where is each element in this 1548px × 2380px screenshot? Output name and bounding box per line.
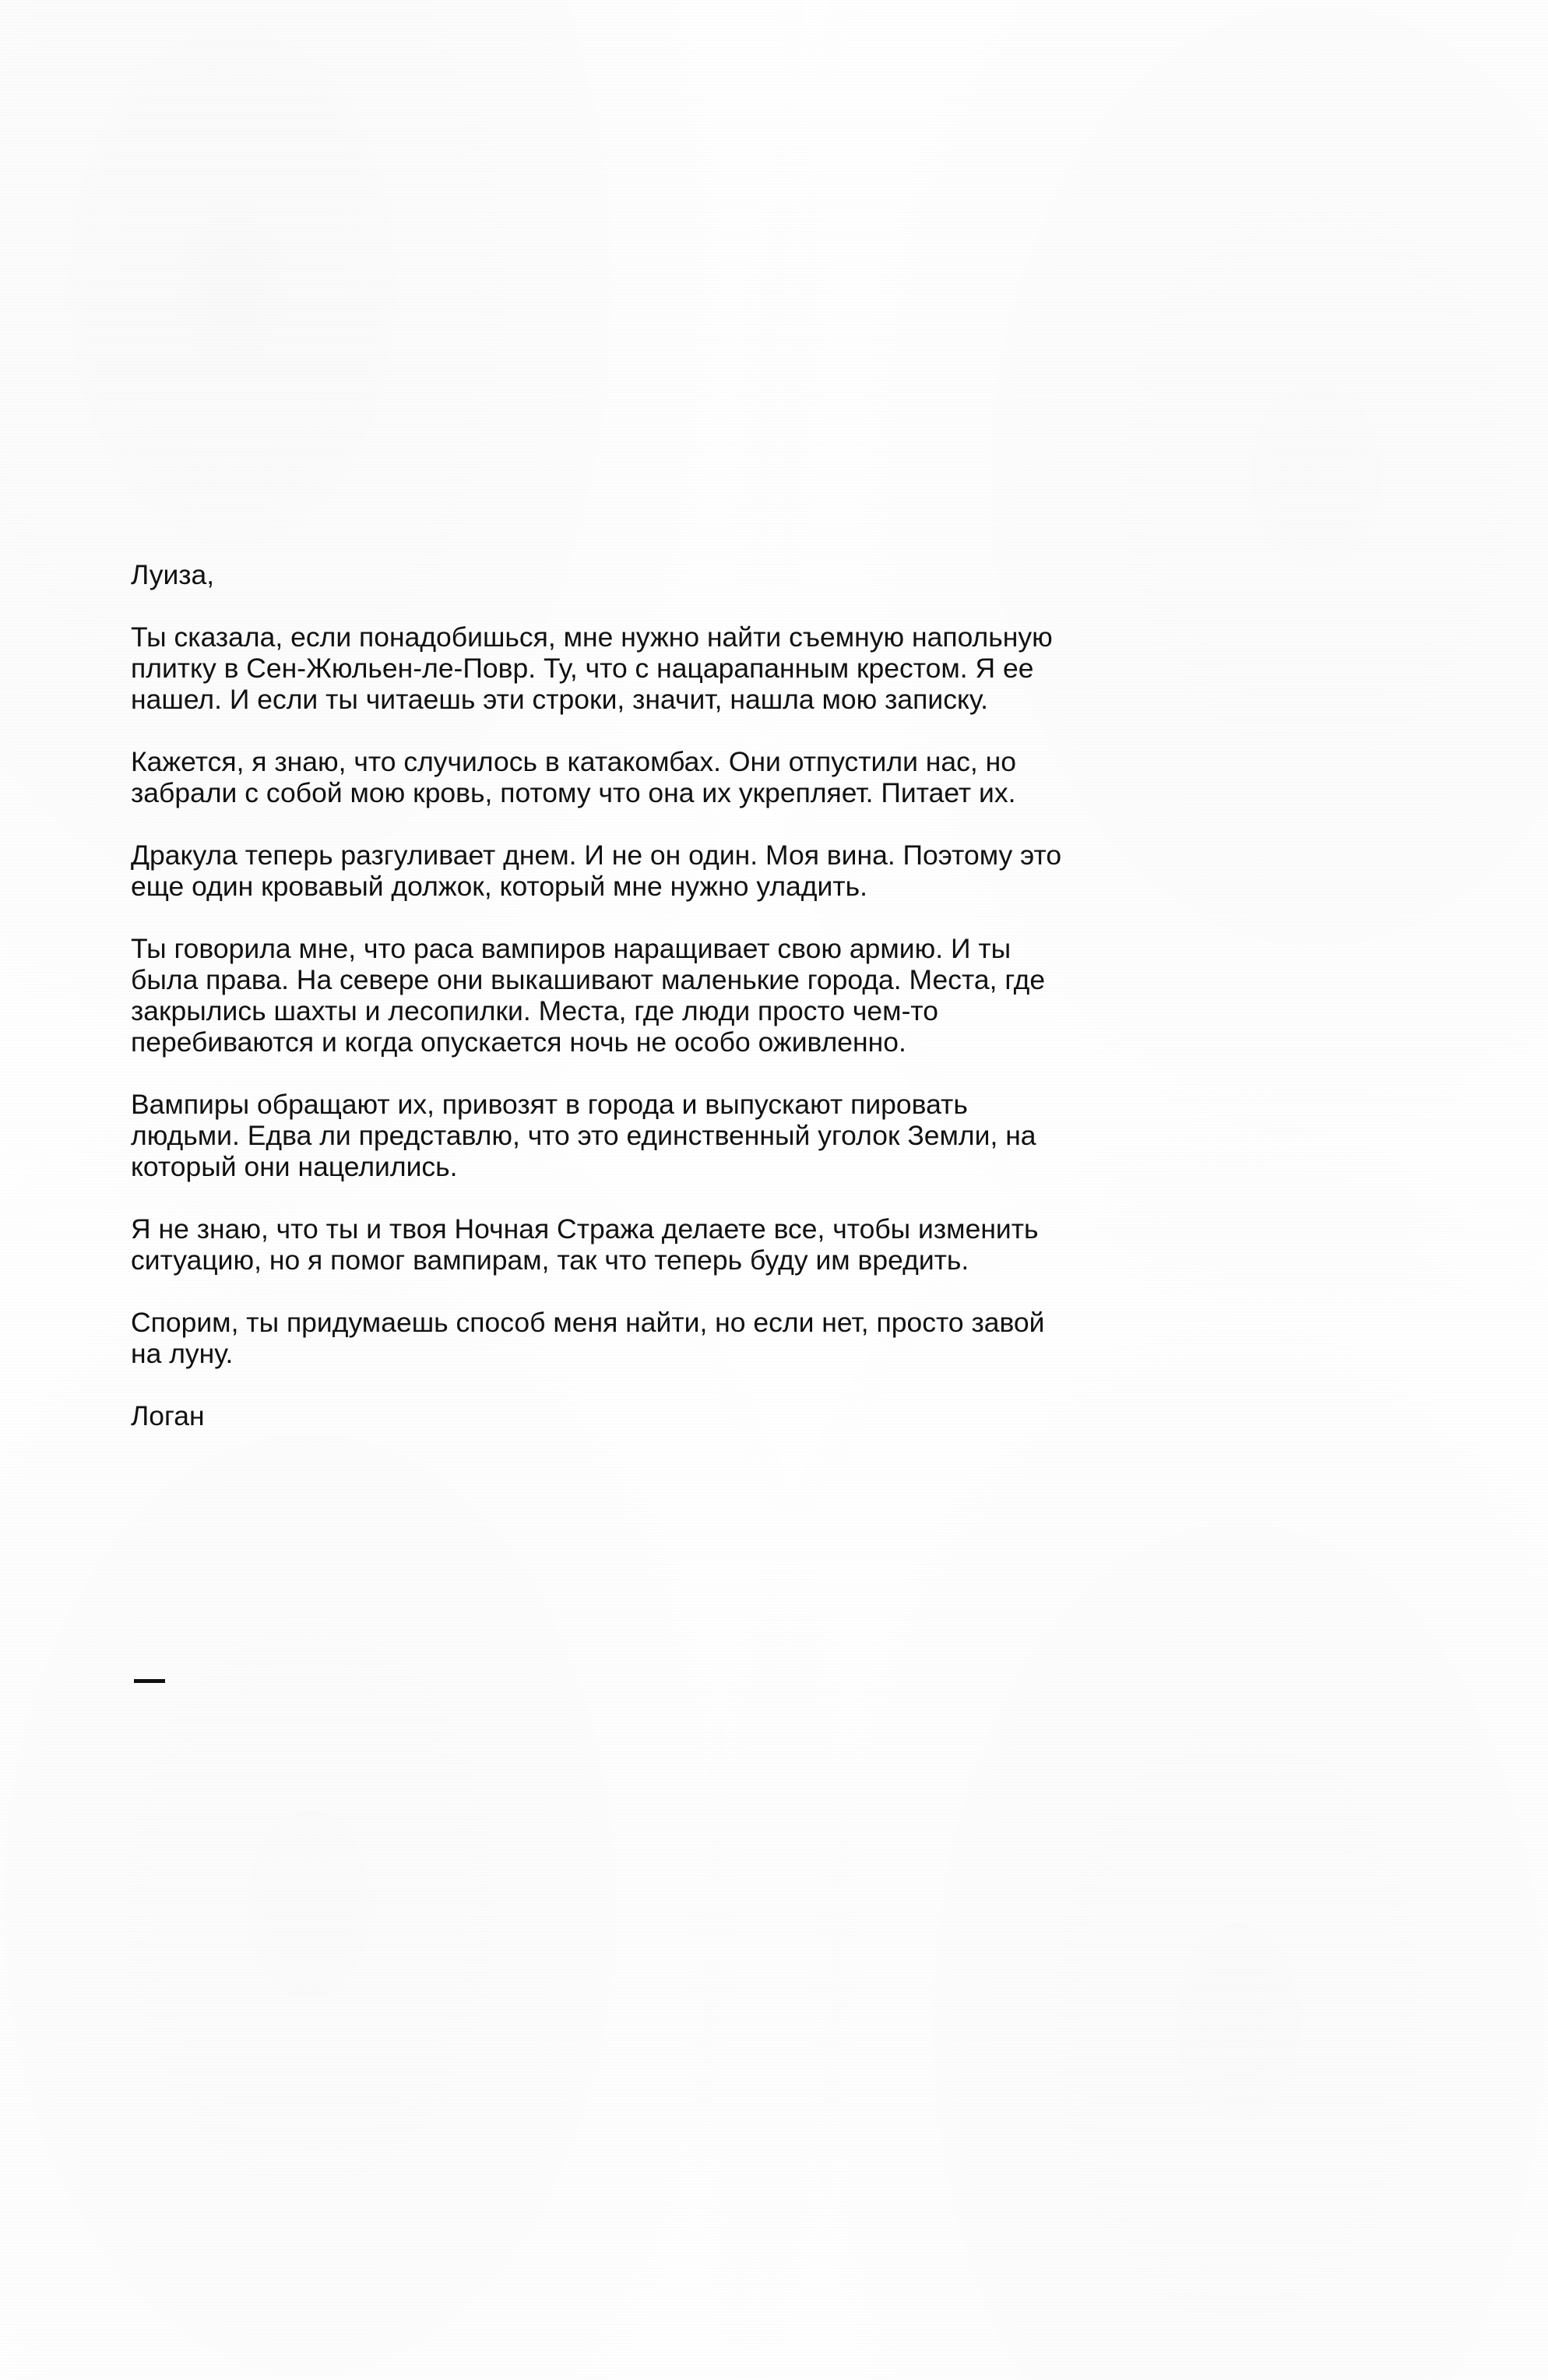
letter-paragraph: Я не знаю, что ты и твоя Ночная Стража делаете все, чтобы изменить ситуацию, но я помог вампирам, так что теперь буду им вредить. [131, 1213, 1039, 1276]
page-dash-mark [134, 1679, 165, 1683]
letter-paragraph: Кажется, я знаю, что случилось в катакомбах. Они отпустили нас, но забрали с собой мою кровь, потому что она их укрепляет. Питает их. [131, 746, 1016, 808]
letter-paragraph: Вампиры обращают их, привозят в города и выпускают пировать людьми. Едва ли представлю, что это единственный уголок Земли, на который они нацелились. [131, 1089, 1036, 1182]
letter-body [131, 559, 1174, 1463]
letter-paragraph: Спорим, ты придумаешь способ меня найти, но если нет, просто завой на луну. [131, 1307, 1045, 1369]
letter-signature: Логан [131, 1400, 205, 1431]
letter-paragraph: Дракула теперь разгуливает днем. И не он один. Моя вина. Поэтому это еще один кровавый должок, который мне нужно уладить. [131, 840, 1062, 902]
letter-paragraph: Ты сказала, если понадобишься, мне нужно найти съемную напольную плитку в Сен-Жюльен-ле-Повр. Ту, что с нацарапанным крестом. Я ее нашел. И если ты читаешь эти строки, значит, нашла мою записку. [131, 621, 1053, 715]
letter-paragraph: Ты говорила мне, что раса вампиров наращивает свою армию. И ты была права. На севере они выкашивают маленькие города. Места, где закрылись шахты и лесопилки. Места, где люди просто чем-то перебиваются и когда опускается ночь не особо оживленно. [131, 933, 1046, 1058]
letter-salutation: Луиза, [131, 559, 215, 590]
